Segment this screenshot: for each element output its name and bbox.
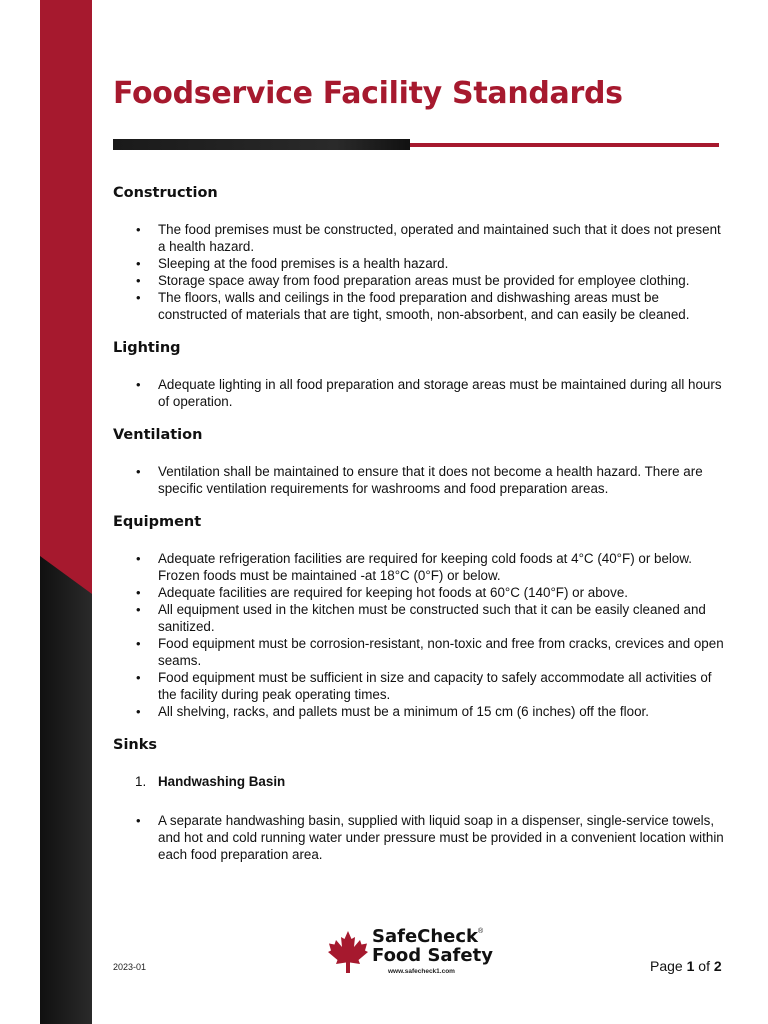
- construction-list: [113, 221, 728, 323]
- list-item: • Sleeping at the food premises is a health hazard.: [158, 255, 728, 272]
- item-number: 1.: [135, 774, 147, 789]
- section-heading-equipment: Equipment: [113, 514, 202, 530]
- item-label: Handwashing Basin: [158, 774, 286, 789]
- document-body: [113, 184, 728, 879]
- sinks-list: [113, 812, 728, 863]
- page-current: 1: [686, 958, 695, 974]
- list-item: • All equipment used in the kitchen must be constructed such that it can be easily cleaned and sanitized.: [158, 601, 728, 635]
- maple-leaf-icon: [328, 930, 368, 974]
- page-of: of: [698, 958, 710, 974]
- list-item: • The food premises must be constructed, operated and maintained such that it does not present a health hazard.: [158, 221, 728, 255]
- sinks-numbered-list: [113, 773, 728, 790]
- side-accent-bar: [40, 0, 92, 1024]
- page-total: 2: [713, 958, 722, 974]
- list-item: • All shelving, racks, and pallets must be a minimum of 15 cm (6 inches) off the floor.: [158, 703, 728, 720]
- title-underline-dark: [113, 139, 410, 150]
- list-item: • Adequate refrigeration facilities are required for keeping cold foods at 4°C (40°F) or below. Frozen foods must be maintained -at 18°C (0°F) or below.: [158, 550, 728, 584]
- safecheck-logo: [328, 926, 493, 977]
- equipment-list: [113, 550, 728, 720]
- list-item: • Storage space away from food preparation areas must be provided for employee clothing.: [158, 272, 728, 289]
- list-item: • Adequate facilities are required for keeping hot foods at 60°C (140°F) or above.: [158, 584, 728, 601]
- list-item: • Adequate lighting in all food preparation and storage areas must be maintained during all hours of operation.: [158, 376, 728, 410]
- list-item: • Food equipment must be sufficient in size and capacity to safely accommodate all activities of the facility during peak operating times.: [158, 669, 728, 703]
- logo-brand-line1: SafeCheck: [372, 926, 479, 947]
- ventilation-list: [113, 463, 728, 497]
- section-heading-ventilation: Ventilation: [113, 427, 203, 443]
- list-item: • A separate handwashing basin, supplied with liquid soap in a dispenser, single-service towels, and hot and cold running water under pressure must be provided in a convenient location within each food preparation area.: [158, 812, 728, 863]
- revision-date: 2023-01: [113, 962, 147, 972]
- title-underline-red: [410, 143, 719, 147]
- list-item: • Food equipment must be corrosion-resistant, non-toxic and free from cracks, crevices and open seams.: [158, 635, 728, 669]
- page-number: [650, 958, 722, 974]
- logo-brand-line2: Food Safety: [372, 945, 493, 966]
- section-heading-lighting: Lighting: [113, 340, 181, 356]
- logo-url: www.safecheck1.com: [388, 968, 455, 975]
- section-heading-construction: Construction: [113, 185, 218, 201]
- registered-mark: ®: [478, 928, 484, 935]
- numbered-item-handwashing-basin: [135, 773, 728, 790]
- page-prefix: Page: [650, 958, 683, 974]
- page-title: Foodservice Facility Standards: [113, 76, 623, 111]
- list-item: • The floors, walls and ceilings in the food preparation and dishwashing areas must be constructed of materials that are tight, smooth, non-absorbent, and can easily be cleaned.: [158, 289, 728, 323]
- section-heading-sinks: Sinks: [113, 737, 158, 753]
- lighting-list: [113, 376, 728, 410]
- list-item: • Ventilation shall be maintained to ensure that it does not become a health hazard. There are specific ventilation requirements for washrooms and food preparation areas.: [158, 463, 728, 497]
